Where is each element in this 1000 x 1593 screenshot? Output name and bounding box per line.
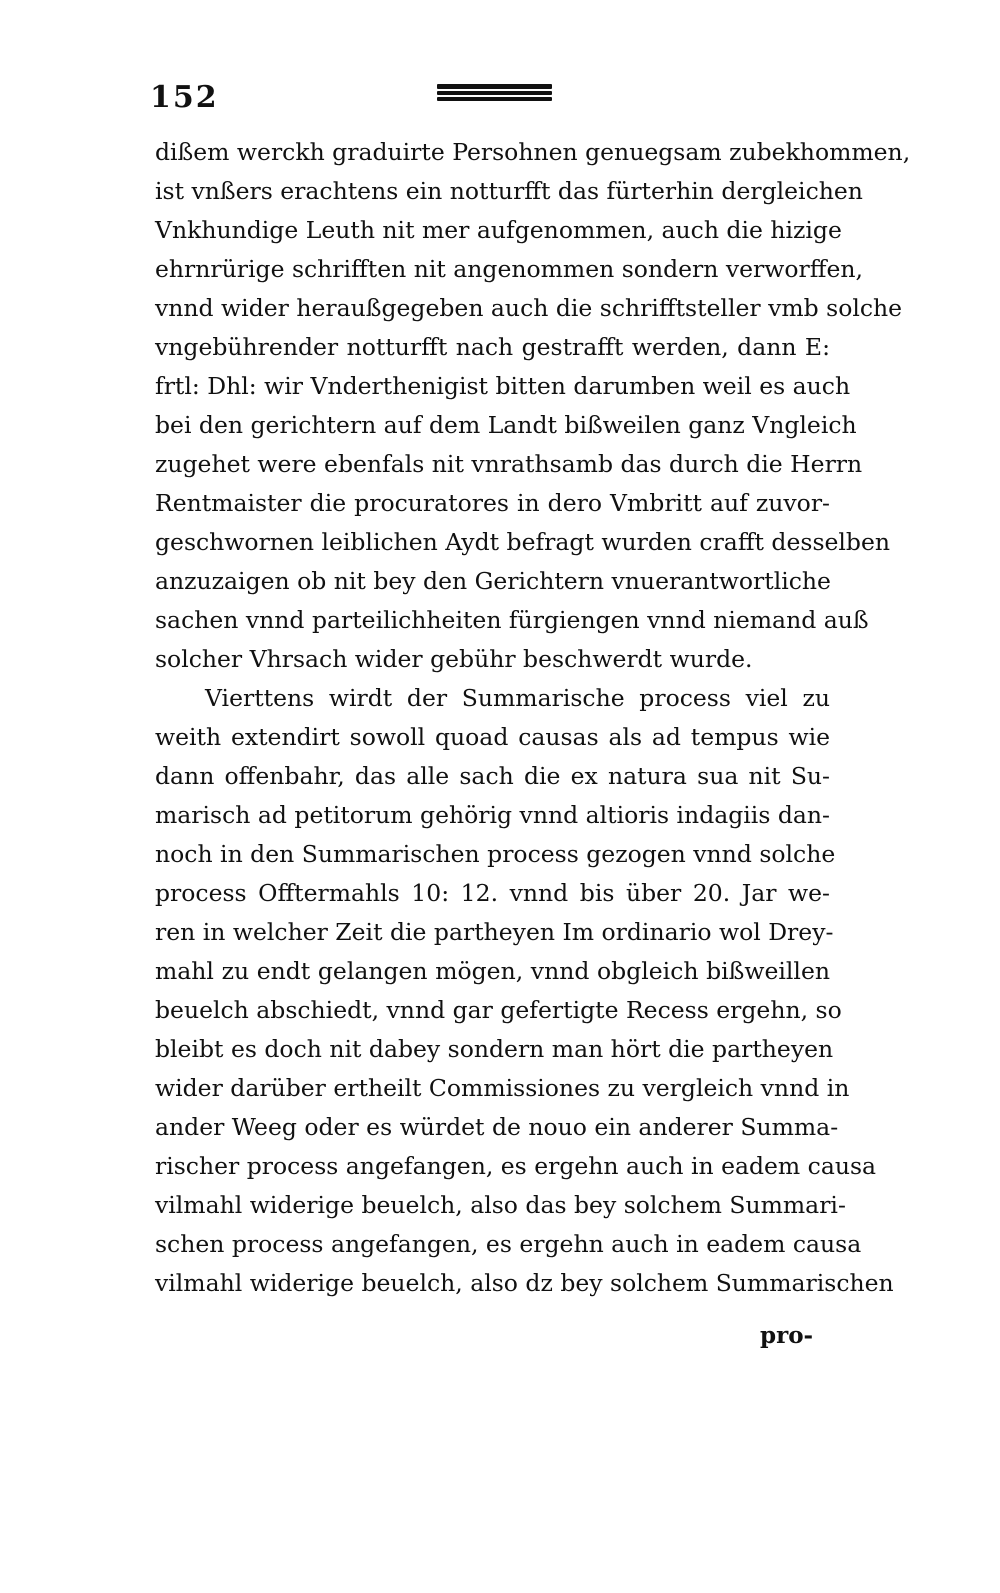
text-line: ren in welcher Zeit die partheyen Im ordinario wol Drey-	[155, 918, 834, 946]
text-line: vilmahl widerige beuelch, also dz bey solchem Summarischen	[155, 1269, 894, 1297]
text-line: vnnd wider heraußgegeben auch die schrifftsteller vmb solche	[155, 294, 903, 322]
header-rule-bar-middle	[437, 91, 552, 95]
header-rule-bar-top	[437, 84, 552, 89]
text-line: Vnkhundige Leuth nit mer aufgenommen, auch die hizige	[155, 216, 842, 244]
text-line: sachen vnnd parteilichheiten fürgiengen vnnd niemand auß	[155, 606, 869, 634]
text-line: frtl: Dhl: wir Vnderthenigist bitten darumben weil es auch	[155, 372, 851, 400]
header-rule-bar-bottom	[437, 97, 552, 101]
text-line: schen process angefangen, es ergehn auch in eadem causa	[155, 1230, 862, 1258]
text-line: vngebührender notturfft nach gestrafft werden, dann E:	[155, 333, 830, 361]
text-line: wider darüber ertheilt Commissiones zu vergleich vnnd in	[155, 1074, 850, 1102]
paragraph-start-line: Vierttens wirdt der Summarische process viel zu	[205, 684, 830, 712]
text-line: rischer process angefangen, es ergehn auch in eadem causa	[155, 1152, 877, 1180]
paragraph-end-line: solcher Vhrsach wider gebühr beschwerdt wurde.	[155, 645, 753, 673]
text-line: mahl zu endt gelangen mögen, vnnd obgleich bißweillen	[155, 957, 830, 985]
text-line: bei den gerichtern auf dem Landt bißweilen ganz Vngleich	[155, 411, 857, 439]
text-line: weith extendirt sowoll quoad causas als ad tempus wie	[155, 723, 830, 751]
text-line: ehrnrürige schrifften nit angenommen sondern verworffen,	[155, 255, 863, 283]
text-line: zugehet were ebenfals nit vnrathsamb das durch die Herrn	[155, 450, 863, 478]
page-number: 152	[150, 80, 219, 115]
text-line: ander Weeg oder es würdet de nouo ein anderer Summa-	[155, 1113, 839, 1141]
text-line: ist vnßers erachtens ein notturfft das fürterhin dergleichen	[155, 177, 863, 205]
text-line: dann offenbahr, das alle sach die ex natura sua nit Su-	[155, 762, 830, 790]
text-line: geschwornen leiblichen Aydt befragt wurden crafft desselben	[155, 528, 891, 556]
text-line: bleibt es doch nit dabey sondern man hört die partheyen	[155, 1035, 834, 1063]
catchword: pro-	[760, 1322, 814, 1349]
header-rule	[437, 84, 552, 103]
text-line: vilmahl widerige beuelch, also das bey solchem Summari-	[155, 1191, 846, 1219]
text-line: process Offtermahls 10: 12. vnnd bis über 20. Jar we-	[155, 879, 830, 907]
text-line: dißem werckh graduirte Persohnen genuegsam zubekhommen,	[155, 138, 911, 166]
text-line: beuelch abschiedt, vnnd gar gefertigte Recess ergehn, so	[155, 996, 842, 1024]
text-line: anzuzaigen ob nit bey den Gerichtern vnuerantwortliche	[155, 567, 831, 595]
text-line: Rentmaister die procuratores in dero Vmbritt auf zuvor-	[155, 489, 830, 517]
text-line: noch in den Summarischen process gezogen vnnd solche	[155, 840, 836, 868]
body-text	[155, 133, 911, 1303]
text-line: marisch ad petitorum gehörig vnnd altioris indagiis dan-	[155, 801, 830, 829]
